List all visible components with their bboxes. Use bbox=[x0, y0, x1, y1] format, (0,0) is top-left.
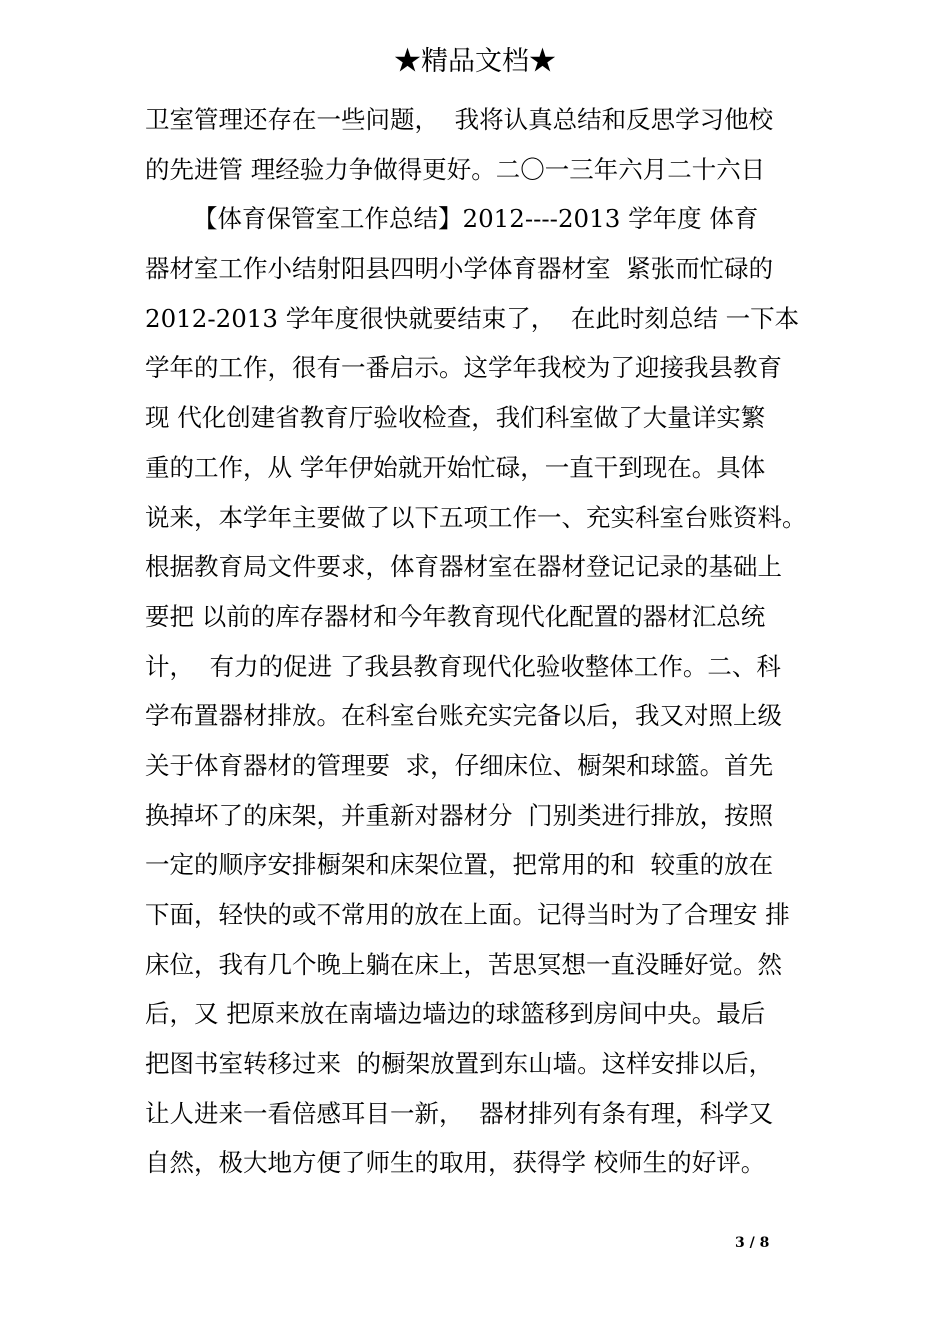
body-line: 2012-2013 学年度很快就要结束了， 在此时刻总结 一下本 bbox=[145, 303, 800, 333]
body-line: 卫室管理还存在一些问题， 我将认真总结和反思学习他校 bbox=[145, 105, 774, 134]
body-line: 一定的顺序安排橱架和床架位置，把常用的和 较重的放在 bbox=[145, 850, 774, 880]
body-line: 重的工作，从 学年伊始就开始忙碌，一直干到现在。具体 bbox=[145, 452, 766, 482]
body-line: 学布置器材排放。在科室台账充实完备以后，我又对照上级 bbox=[145, 701, 782, 731]
body-line: 器材室工作小结射阳县四明小学体育器材室 紧张而忙碌的 bbox=[145, 254, 774, 284]
body-line: 学年的工作，很有一番启示。这学年我校为了迎接我县教育 bbox=[145, 353, 782, 383]
body-line: 要把 以前的库存器材和今年教育现代化配置的器材汇总统 bbox=[145, 601, 766, 631]
body-line: 说来，本学年主要做了以下五项工作一、充实科室台账资料。 bbox=[145, 502, 807, 532]
body-line: 床位，我有几个晚上躺在床上，苦思冥想一直没睡好觉。然 bbox=[145, 949, 782, 979]
body-line: 自然，极大地方便了师生的取用，获得学 校师生的好评。 bbox=[145, 1148, 766, 1178]
body-line: 让人进来一看倍感耳目一新， 器材排列有条有理，科学又 bbox=[145, 1098, 774, 1128]
body-line: 计， 有力的促进 了我县教育现代化验收整体工作。二、科 bbox=[145, 651, 781, 681]
body-line: 的先进管 理经验力争做得更好。二〇一三年六月二十六日 bbox=[145, 154, 766, 184]
section-heading-line: 【体育保管室工作总结】2012----2013 学年度 体育 bbox=[193, 204, 759, 234]
body-line: 关于体育器材的管理要 求，仔细床位、橱架和球篮。首先 bbox=[145, 750, 774, 780]
body-line: 现 代化创建省教育厅验收检查，我们科室做了大量详实繁 bbox=[145, 403, 766, 433]
body-line: 换掉坏了的床架，并重新对器材分 门别类进行排放，按照 bbox=[145, 800, 774, 830]
document-header-title: ★精品文档★ bbox=[394, 46, 556, 77]
body-line: 下面，轻快的或不常用的放在上面。记得当时为了合理安 排 bbox=[145, 900, 790, 929]
document-body bbox=[145, 95, 825, 1188]
page-number: 3 / 8 bbox=[735, 1235, 770, 1251]
body-line: 把图书室转移过来 的橱架放置到东山墙。这样安排以后， bbox=[145, 1049, 774, 1079]
body-line: 根据教育局文件要求，体育器材室在器材登记记录的基础上 bbox=[145, 552, 782, 582]
body-line: 后，又 把原来放在南墙边墙边的球篮移到房间中央。最后 bbox=[145, 999, 766, 1029]
